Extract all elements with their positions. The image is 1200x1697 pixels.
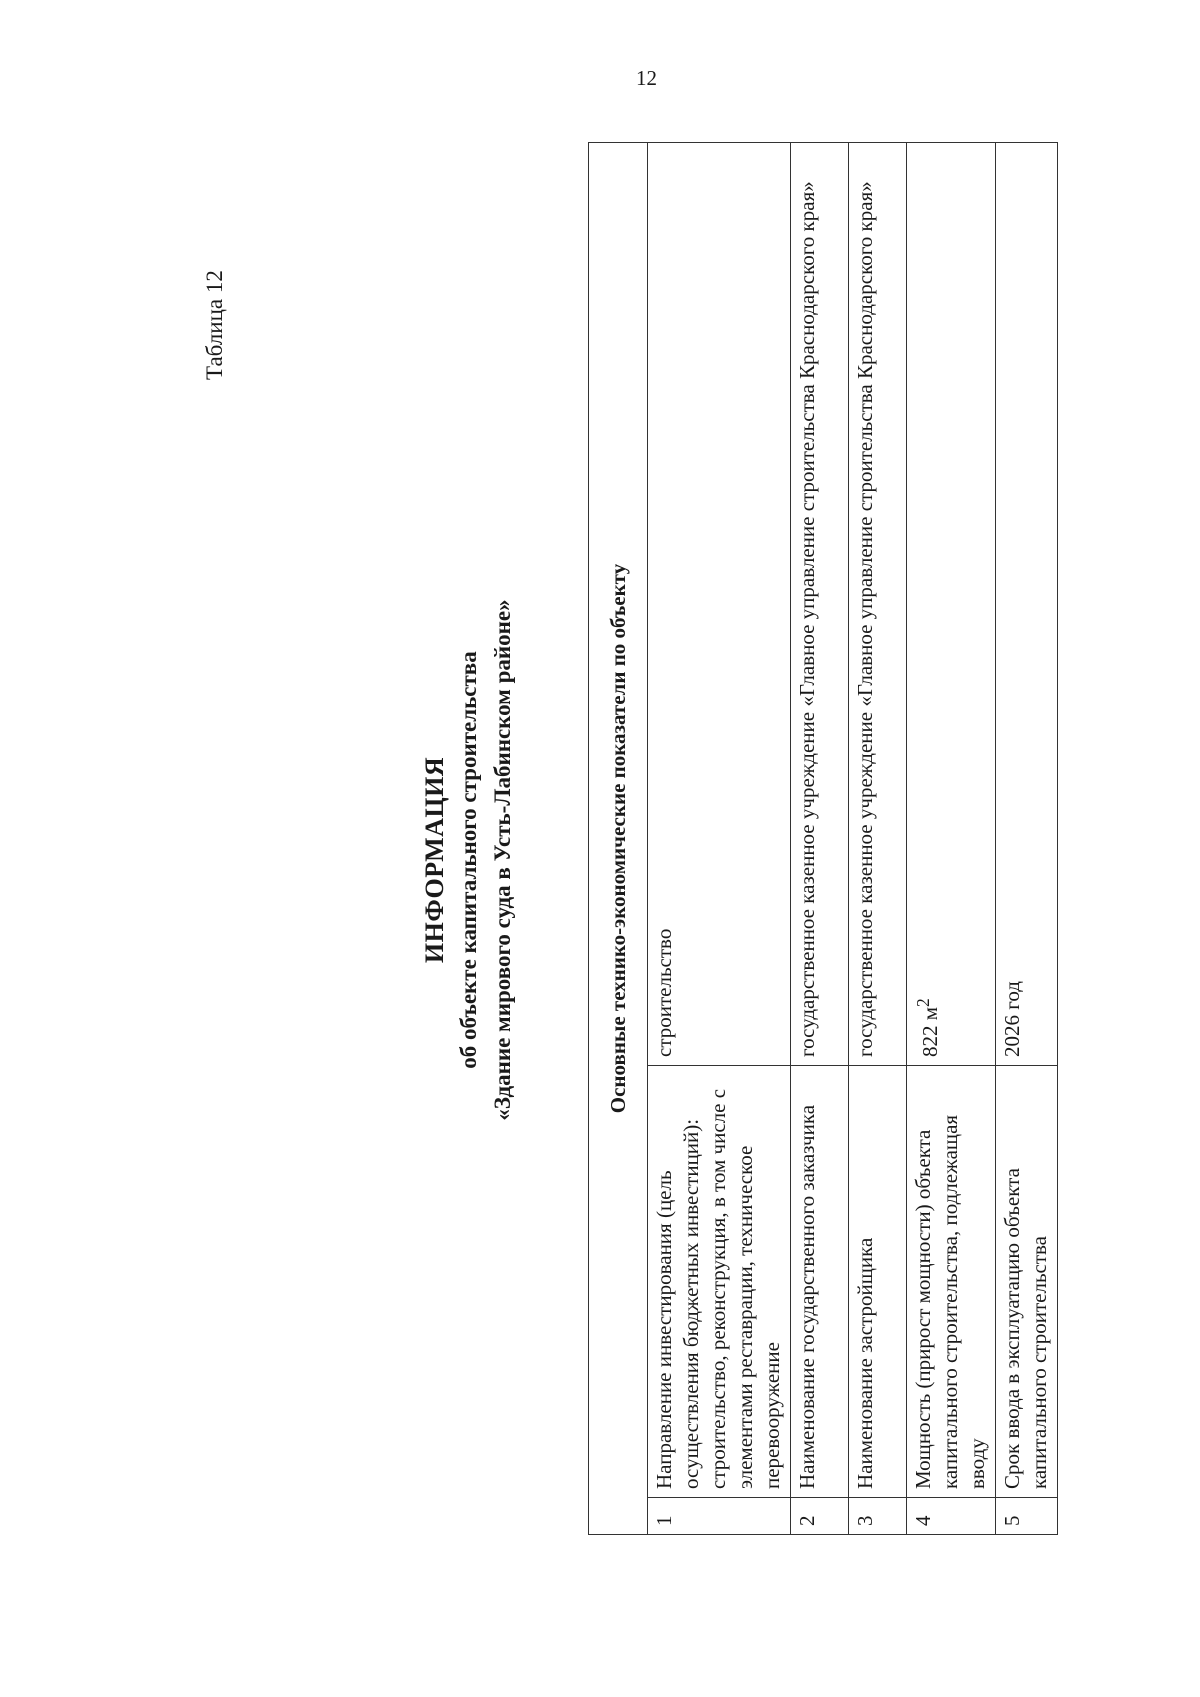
row-indicator: Срок ввода в эксплуатацию объекта капитального строительства [996,1066,1058,1498]
table-row [907,143,996,1535]
rotated-sheet [180,140,1200,1580]
row-indicator: Мощность (прирост мощности) объекта капитального строительства, подлежащая вводу [907,1066,996,1498]
row-number: 5 [996,1498,1058,1535]
row-indicator: Наименование государственного заказчика [791,1066,849,1498]
row-indicator: Наименование застройщика [849,1066,907,1498]
value-superscript: 2 [913,998,933,1007]
indicators-table [588,142,1058,1535]
row-value: строительство [648,143,791,1066]
row-value: 2026 год [996,143,1058,1066]
document-title [418,140,520,1580]
table-row [849,143,907,1535]
value-text: 822 м [918,1006,942,1057]
page-number: 12 [636,66,657,90]
title-object: об объекте капитального строительства [456,651,481,1069]
row-indicator: Направление инвестирования (цель осуществления бюджетных инвестиций): строительство, реконструкция, в том числе с элементами реставрации, техническое перевооружение [648,1066,791,1498]
row-value: государственное казенное учреждение «Главное управление строительства Краснодарского края» [849,143,907,1066]
row-number: 2 [791,1498,849,1535]
title-main: ИНФОРМАЦИЯ [420,756,449,964]
table-header: Основные технико-экономические показатели по объекту [589,143,648,1535]
table-row [996,143,1058,1535]
table-label: Таблица 12 [202,270,227,380]
row-value [907,143,996,1066]
row-number: 3 [849,1498,907,1535]
table-row [648,143,791,1535]
table-header-row [589,143,648,1535]
row-number: 1 [648,1498,791,1535]
title-object-name: «Здание мирового суда в Усть-Лабинском районе» [490,599,515,1121]
table-row [791,143,849,1535]
row-number: 4 [907,1498,996,1535]
row-value: государственное казенное учреждение «Главное управление строительства Краснодарского края» [791,143,849,1066]
